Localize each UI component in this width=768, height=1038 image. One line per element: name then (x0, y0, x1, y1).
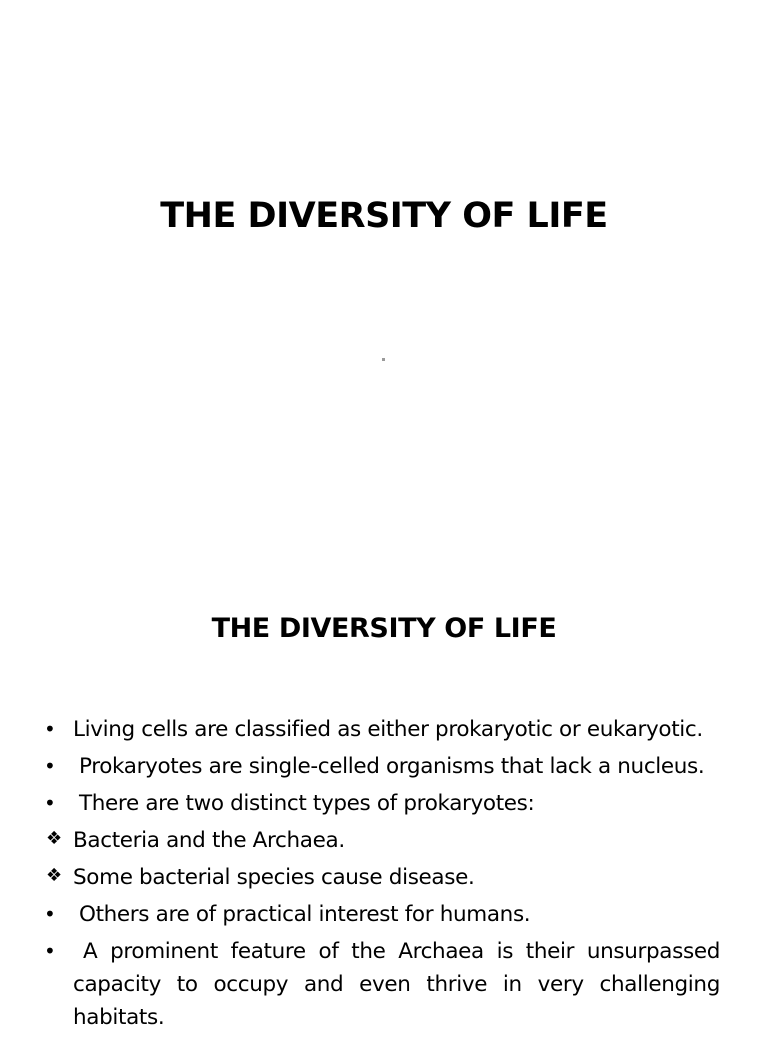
bullet-dot-icon: • (44, 939, 56, 963)
list-item (0, 824, 768, 857)
bullet-dot-icon: • (44, 791, 56, 815)
list-item-text: Others are of practical interest for humans. (79, 902, 531, 927)
list-item (0, 861, 768, 894)
list-item-text: A prominent feature of the Archaea is their unsurpassed capacity to occupy and even thrive in very challenging habitats. (73, 939, 720, 1030)
diamond-bullet-icon: ❖ (46, 828, 62, 849)
list-item (0, 898, 768, 931)
list-item (0, 787, 768, 820)
content-slide (0, 576, 768, 1030)
slide-title: THE DIVERSITY OF LIFE (160, 196, 608, 236)
list-item (0, 750, 768, 783)
list-item (0, 935, 768, 1034)
list-item-text: Some bacterial species cause disease. (73, 865, 475, 890)
bullet-dot-icon: • (44, 754, 56, 778)
content-slide-title: THE DIVERSITY OF LIFE (211, 613, 557, 644)
bullet-dot-icon: • (44, 902, 56, 926)
list-item-text: Living cells are classified as either prokaryotic or eukaryotic. (73, 717, 703, 742)
list-item-text: Prokaryotes are single-celled organisms that lack a nucleus. (79, 754, 705, 779)
bullet-list (0, 713, 768, 1038)
bullet-dot-icon: • (44, 717, 56, 741)
list-item-text: There are two distinct types of prokaryotes: (79, 791, 535, 816)
diamond-bullet-icon: ❖ (46, 865, 62, 886)
placeholder-dot (382, 358, 385, 361)
list-item (0, 713, 768, 746)
list-item-text: Bacteria and the Archaea. (73, 828, 345, 853)
